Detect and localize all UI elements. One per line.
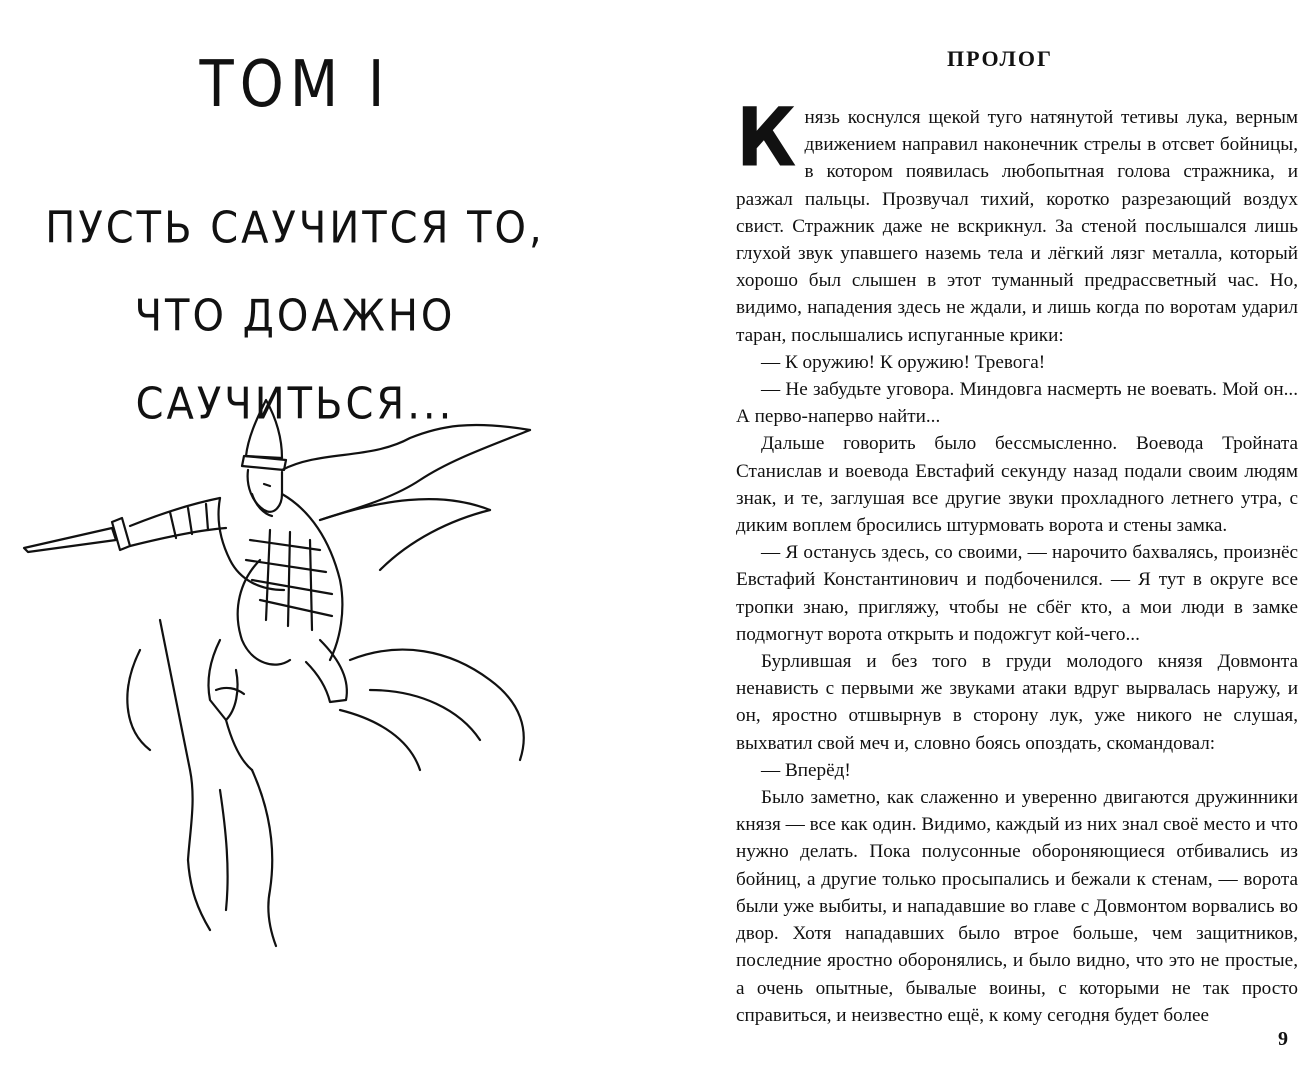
paragraph-3: — Не забудьте уговора. Миндовга насмерть не воевать. Мой он... А перво-наперво найти... [736, 379, 1298, 428]
prologue-heading: ПРОЛОГ [947, 46, 1053, 71]
volume-title: ТОМ I [199, 47, 391, 122]
paragraph-8: Было заметно, как слаженно и уверенно двигаются дружинники князя — все как один. Видимо, каждый из них знал своё место и что нужно делать. Пока полусонные обороняющиеся отбивались из бойниц, а другие только просыпались и бежали к стенам, — ворота были уже выбиты, и нападавшие во главе с Довмонтом ворвались во двор. Хотя нападавших было втрое больше, чем защитников, последние яростно оборонялись, и было видно, что это не простые, а очень опытные, бывалые воины, с которыми не так просто справиться, и неизвестно ещё, к кому сегодня будет более [736, 787, 1298, 1026]
paragraph-7: — Вперёд! [760, 759, 851, 781]
paragraph-1-text: нязь коснулся щекой туго натянутой тетивы лука, верным движением направил наконечник стрелы в отсвет бойницы, в котором появилась любопытная голова стражника, и разжал пальцы. Прозвучал тихий, коротко разрезающий воздух свист. Стражник даже не вскрикнул. За стеной послышался лишь глухой звук упавшего наземь тела и лёгкий лязг металла, который хорошо был слышен в этот туманный предрассветный час. Но, видимо, нападения здесь не ждали, и лишь когда по воротам ударил таран, послышались испуганные крики: [736, 107, 1298, 346]
paragraph-6: Бурлившая и без того в груди молодого князя Довмонта ненависть с первыми же звуками атаки вдруг вырвалась наружу, и он, яростно отшвырнув в сторону лук, уже никого не слушая, выхватил свой меч и, словно боясь опоздать, скомандовал: [736, 651, 1298, 754]
prologue-text [736, 90, 1298, 1029]
epigraph-line-2: ЧТО ДОАЖНО САУЧИТЬСЯ... [134, 290, 456, 430]
page-number: 9 [1278, 1028, 1288, 1050]
paragraph-4: Дальше говорить было бессмысленно. Воевода Тройната Станислав и воевода Евстафий секунду назад подали своим людям знак, и те, заглушая все другие звуки прохладного летнего утра, с диким воплем бросились штурмовать ворота и стены замка. [736, 433, 1298, 537]
warrior-horseman-illustration [20, 390, 540, 950]
epigraph-line-1: ПУСТЬ САУЧИТСЯ ТО, [45, 202, 545, 254]
right-page [700, 0, 1300, 1071]
paragraph-5: — Я останусь здесь, со своими, — нарочито бахвалясь, произнёс Евстафий Константинович и подбоченился. — Я тут в округе все тропки знаю, пригляжу, чтобы не сбёг кто, а мои люди в замке подмогнут ворота открыть и подожгут кой-чего... [736, 542, 1298, 645]
paragraph-2: — К оружию! К оружию! Тревога! [760, 351, 1046, 373]
drop-cap: К [736, 90, 797, 186]
paragraph-1 [736, 90, 1298, 349]
